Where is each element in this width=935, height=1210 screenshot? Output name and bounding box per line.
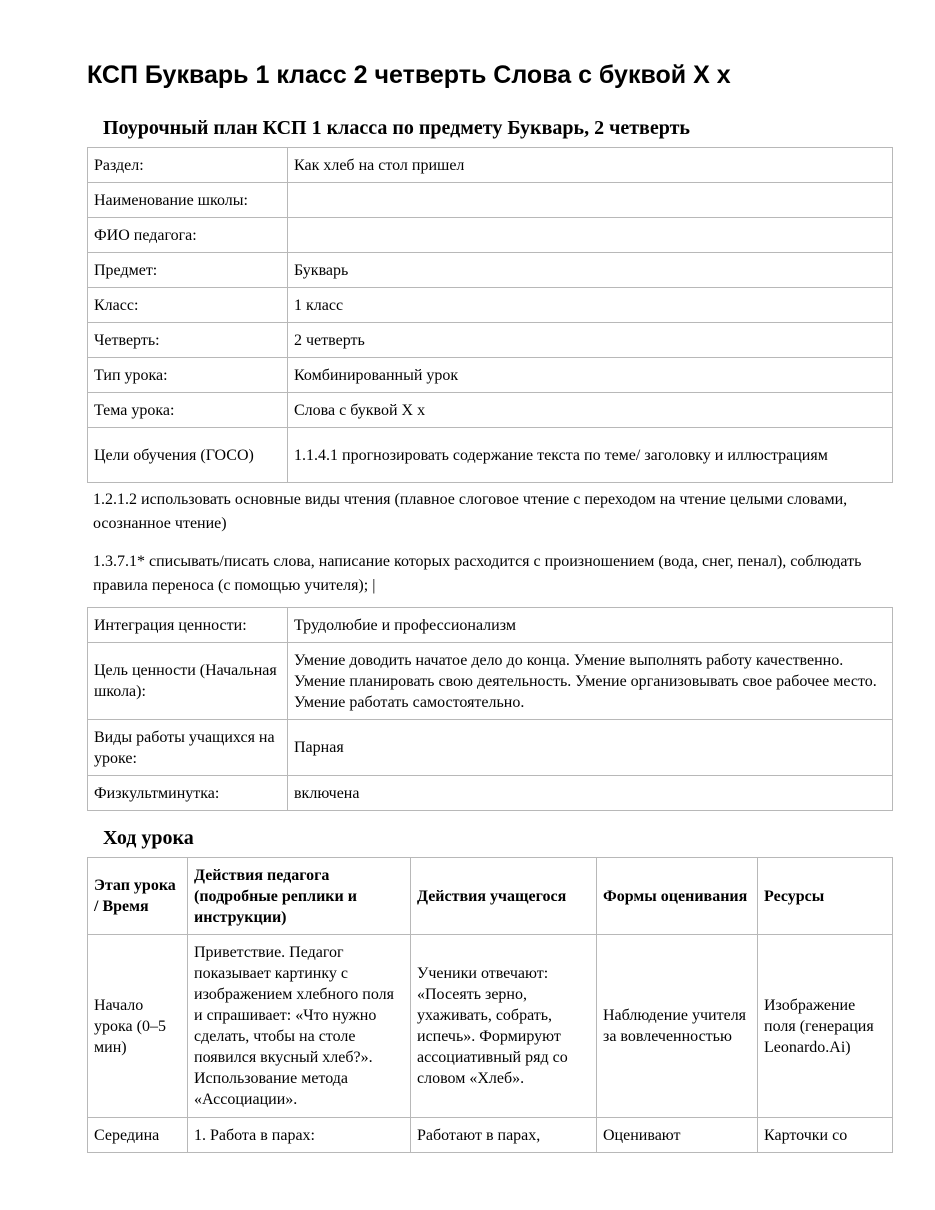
values-value: Парная xyxy=(288,720,893,776)
column-header: Ресурсы xyxy=(758,858,893,935)
table-header-row xyxy=(88,858,893,935)
values-value: включена xyxy=(288,776,893,811)
lesson-heading: Ход урока xyxy=(103,827,194,849)
table-cell: Середина xyxy=(88,1118,188,1153)
column-header: Действия учащегося xyxy=(411,858,597,935)
document-title: КСП Букварь 1 класс 2 четверть Слова с буквой Х х xyxy=(87,61,731,89)
table-row xyxy=(88,288,893,323)
info-value xyxy=(288,218,893,253)
info-label: Цели обучения (ГОСО) xyxy=(88,428,288,483)
table-row xyxy=(88,1118,893,1153)
info-label: Наименование школы: xyxy=(88,183,288,218)
values-label: Цель ценности (Начальная школа): xyxy=(88,643,288,720)
info-label: ФИО педагога: xyxy=(88,218,288,253)
table-row xyxy=(88,323,893,358)
column-header: Действия педагога (подробные реплики и инструкции) xyxy=(188,858,411,935)
learning-goal: 1.2.1.2 использовать основные виды чтения (плавное слоговое чтение с переходом на чтение целыми словами, осознанное чтение) xyxy=(93,491,848,532)
info-label: Тип урока: xyxy=(88,358,288,393)
values-value: Трудолюбие и профессионализм xyxy=(288,608,893,643)
table-row xyxy=(88,643,893,720)
info-value: 2 четверть xyxy=(288,323,893,358)
values-label: Виды работы учащихся на уроке: xyxy=(88,720,288,776)
lesson-table xyxy=(87,857,893,1153)
info-label: Четверть: xyxy=(88,323,288,358)
values-value: Умение доводить начатое дело до конца. Умение выполнять работу качественно. Умение планировать свою деятельность. Умение организовывать свое рабочее место. Умение работать самостоятельно. xyxy=(288,643,893,720)
table-cell: Начало урока (0–5 мин) xyxy=(88,935,188,1118)
table-row xyxy=(88,218,893,253)
table-cell: Оценивают xyxy=(597,1118,758,1153)
info-value xyxy=(288,183,893,218)
learning-goal: 1.3.7.1* списывать/писать слова, написание которых расходится с произношением (вода, снег, пенал), соблюдать правила переноса (с помощью учителя); | xyxy=(93,553,862,594)
table-cell: 1. Работа в парах: xyxy=(188,1118,411,1153)
info-value: 1 класс xyxy=(288,288,893,323)
values-label: Физкультминутка: xyxy=(88,776,288,811)
info-value: Как хлеб на стол пришел xyxy=(288,148,893,183)
info-value: 1.1.4.1 прогнозировать содержание текста по теме/ заголовку и иллюстрациям xyxy=(288,428,893,483)
table-row xyxy=(88,608,893,643)
plan-subtitle: Поурочный план КСП 1 класса по предмету Букварь, 2 четверть xyxy=(103,117,690,139)
info-value: Слова с буквой Х х xyxy=(288,393,893,428)
values-table xyxy=(87,607,893,811)
table-cell: Ученики отвечают: «Посеять зерно, ухаживать, собрать, испечь». Формируют ассоциативный ряд со словом «Хлеб». xyxy=(411,935,597,1118)
info-label: Предмет: xyxy=(88,253,288,288)
info-value: Комбинированный урок xyxy=(288,358,893,393)
table-cell: Работают в парах, xyxy=(411,1118,597,1153)
values-label: Интеграция ценности: xyxy=(88,608,288,643)
table-row xyxy=(88,148,893,183)
info-label: Класс: xyxy=(88,288,288,323)
table-row xyxy=(88,358,893,393)
column-header: Формы оценивания xyxy=(597,858,758,935)
table-cell: Приветствие. Педагог показывает картинку с изображением хлебного поля и спрашивает: «Что нужно сделать, чтобы на столе появился вкусный хлеб?». Использование метода «Ассоциации». xyxy=(188,935,411,1118)
table-cell: Карточки со xyxy=(758,1118,893,1153)
table-row xyxy=(88,776,893,811)
table-row xyxy=(88,935,893,1118)
column-header: Этап урока / Время xyxy=(88,858,188,935)
table-row xyxy=(88,253,893,288)
table-row xyxy=(88,720,893,776)
table-row xyxy=(88,393,893,428)
table-cell: Изображение поля (генерация Leonardo.Ai) xyxy=(758,935,893,1118)
table-row xyxy=(88,428,893,483)
table-row xyxy=(88,183,893,218)
info-label: Раздел: xyxy=(88,148,288,183)
info-table xyxy=(87,147,893,483)
info-label: Тема урока: xyxy=(88,393,288,428)
table-cell: Наблюдение учителя за вовлеченностью xyxy=(597,935,758,1118)
info-value: Букварь xyxy=(288,253,893,288)
